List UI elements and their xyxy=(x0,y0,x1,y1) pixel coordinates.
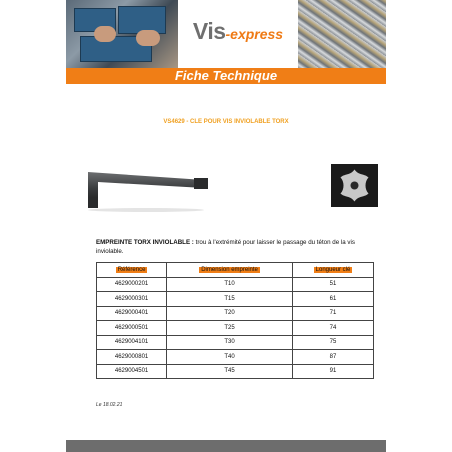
cell-reference: 4629004501 xyxy=(97,364,167,379)
table-header-row xyxy=(97,263,374,278)
table-row xyxy=(97,277,374,292)
footer-bar xyxy=(66,440,386,452)
cell-dimension: T45 xyxy=(167,364,293,379)
cell-length: 74 xyxy=(293,321,374,336)
banner-title-bar xyxy=(66,68,386,84)
cell-length: 61 xyxy=(293,292,374,307)
table-row xyxy=(97,306,374,321)
table-row xyxy=(97,335,374,350)
cell-reference: 4629000301 xyxy=(97,292,167,307)
product-title: VS4629 - CLE POUR VIS INVIOLABLE TORX xyxy=(163,119,289,125)
cell-reference: 4629000201 xyxy=(97,277,167,292)
description-bold: EMPREINTE TORX INVIOLABLE : xyxy=(96,239,194,246)
cell-dimension: T25 xyxy=(167,321,293,336)
cell-length: 91 xyxy=(293,364,374,379)
header-reference: Référence xyxy=(97,263,167,278)
cell-length: 75 xyxy=(293,335,374,350)
cell-reference: 4629000501 xyxy=(97,321,167,336)
banner-title: Fiche Technique xyxy=(174,68,278,83)
cell-reference: 4629000801 xyxy=(97,350,167,365)
torx-tip-image xyxy=(331,164,378,207)
brand-suffix: -express xyxy=(225,26,284,42)
description-text: trou à l'extrémité pour laisser le passage du téton de la vis inviolable. xyxy=(96,239,355,255)
specs-table xyxy=(96,262,374,379)
cell-dimension: T30 xyxy=(167,335,293,350)
cell-dimension: T10 xyxy=(167,277,293,292)
brand-logo xyxy=(178,18,298,45)
torx-key-image xyxy=(76,164,216,214)
table-row xyxy=(97,364,374,379)
cell-reference: 4629004101 xyxy=(97,335,167,350)
logo-area xyxy=(178,0,298,68)
workshop-photo xyxy=(66,0,178,68)
cell-length: 87 xyxy=(293,350,374,365)
screws-photo xyxy=(298,0,386,68)
table-row xyxy=(97,292,374,307)
cell-length: 51 xyxy=(293,277,374,292)
cell-length: 71 xyxy=(293,306,374,321)
cell-dimension: T40 xyxy=(167,350,293,365)
brand-main: Vis xyxy=(192,18,226,44)
header-banner xyxy=(66,0,386,68)
table-row xyxy=(97,321,374,336)
cell-dimension: T15 xyxy=(167,292,293,307)
header-length: Longueur clé xyxy=(293,263,374,278)
table-row xyxy=(97,350,374,365)
document-date: Le 18.02.21 xyxy=(96,402,123,408)
product-description xyxy=(96,238,356,256)
cell-reference: 4629000401 xyxy=(97,306,167,321)
cell-dimension: T20 xyxy=(167,306,293,321)
header-dimension: Dimension empreinte xyxy=(167,263,293,278)
